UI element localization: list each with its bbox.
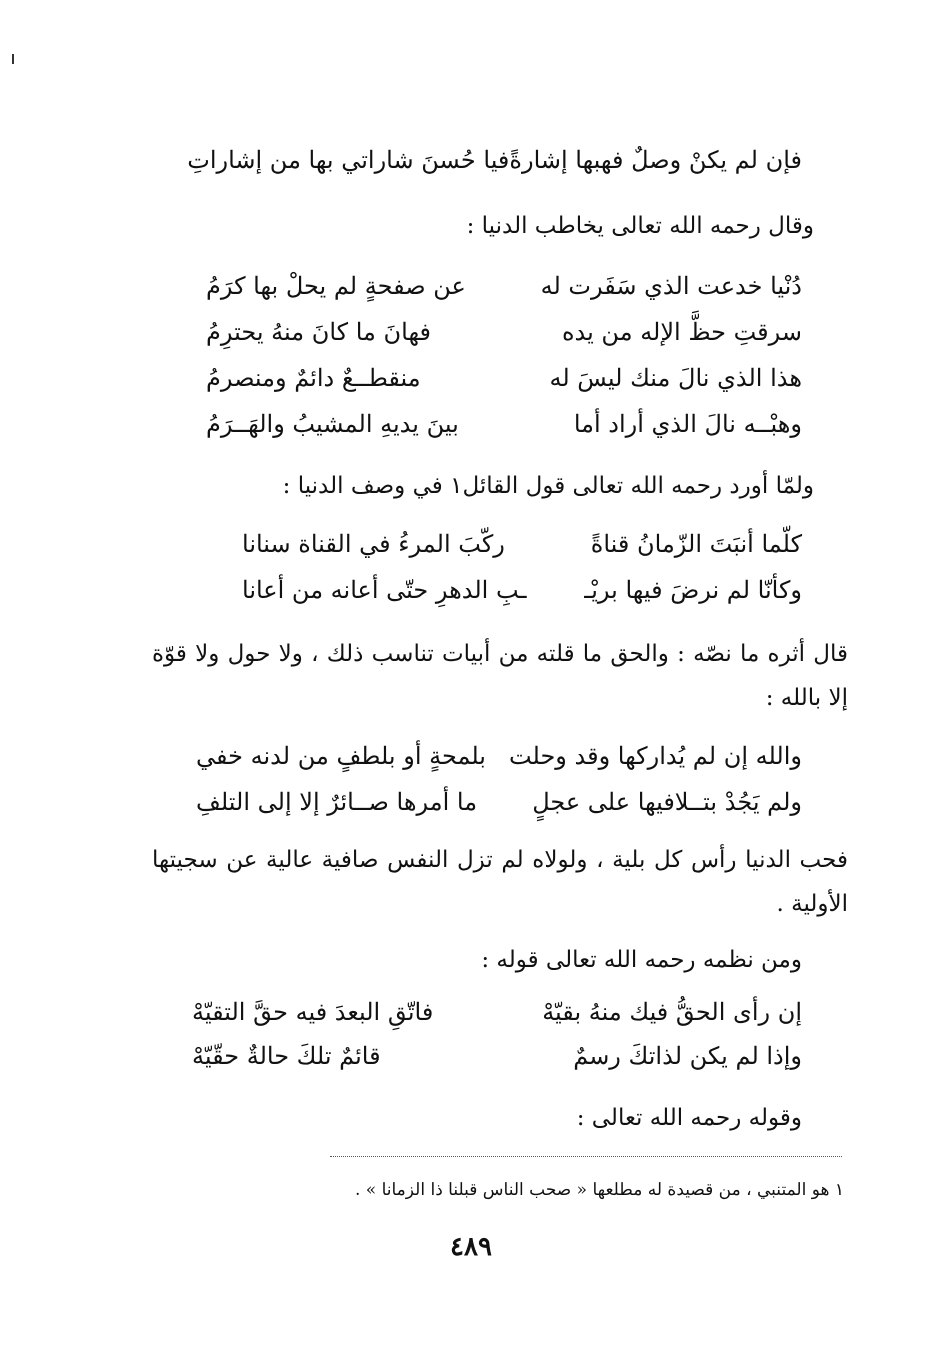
verse-first-half: وكأنّا لم نرضَ فيها بريْـ — [584, 576, 802, 604]
prose-paragraph: ولمّا أورد رحمه الله تعالى قول القائل١ في وصف الدنيا : — [282, 473, 814, 499]
verse-line — [206, 310, 802, 354]
verse-first-half: دُنْيا خدعت الذي سَفَرت له — [540, 272, 802, 300]
verse-second-half: قائمٌ تلكَ حالةٌ حقّيّهْ — [192, 1042, 381, 1070]
verse-line — [206, 402, 802, 446]
verse-first-half: هذا الذي نالَ منك ليسَ له — [549, 364, 802, 392]
verse-second-half: فيا حُسنَ شاراتي بها من إشاراتِ — [187, 146, 510, 174]
verse-second-half: عن صفحةٍ لم يحلْ بها كرَمُ — [206, 272, 466, 300]
verse-line — [196, 734, 802, 778]
prose-paragraph: فحب الدنيا رأس كل بلية ، ولولاه لم تزل النفس صافية عالية عن سجيتها الأولية . — [152, 847, 848, 917]
verse-first-half: إن رأى الحقُّ فيك منهُ بقيّهْ — [542, 998, 802, 1026]
verse-second-half: ركّبَ المرءُ في القناة سنانا — [242, 530, 505, 558]
verse-second-half: منقطــعٌ دائمٌ ومنصرمُ — [206, 364, 421, 392]
margin-mark — [12, 54, 14, 64]
footnote-divider — [330, 1156, 842, 1157]
verse-first-half: وإذا لم يكن لذاتكَ رسمٌ — [573, 1042, 802, 1070]
verse-first-half: فإن لم يكنْ وصلٌ فهبها إشارةً — [509, 146, 802, 174]
verse-first-half: والله إن لم يُداركها وقد وحلت — [508, 742, 802, 770]
verse-second-half: ـبِ الدهرِ حتّى أعانه من أعانا — [242, 576, 527, 604]
verse-line — [206, 356, 802, 400]
verse-second-half: بلمحةٍ أو بلطفٍ من لدنه خفي — [196, 742, 486, 770]
prose-paragraph: قال أثره ما نصّه : والحق ما قلته من أبيات تناسب ذلك ، ولا حول ولا قوّة إلا بالله : — [152, 641, 848, 711]
verse-line — [192, 1034, 802, 1078]
verse-first-half: ولم يَجُدْ بتــلافيها على عجلٍ — [532, 788, 802, 816]
verse-first-half: سرقتِ حظَّ الإله من يده — [561, 318, 802, 346]
page-number: ٤٨٩ — [450, 1232, 492, 1262]
verse-line — [242, 522, 802, 566]
verse-line — [187, 138, 802, 182]
verse-line — [196, 780, 802, 824]
verse-first-half: كلّما أنبَتَ الزّمانُ قناةً — [590, 530, 802, 558]
prose-paragraph: ومن نظمه رحمه الله تعالى قوله : — [481, 947, 802, 973]
prose-paragraph: وقال رحمه الله تعالى يخاطب الدنيا : — [466, 213, 814, 239]
prose-paragraph: وقوله رحمه الله تعالى : — [576, 1105, 802, 1131]
verse-line — [192, 990, 802, 1034]
verse-second-half: بينَ يديهِ المشيبُ والهَــرَمُ — [206, 410, 459, 438]
verse-second-half: ما أمرها صــائرٌ إلا إلى التلفِ — [196, 788, 478, 816]
verse-second-half: فهانَ ما كانَ منهُ يحترِمُ — [206, 318, 431, 346]
verse-line — [206, 264, 802, 308]
verse-first-half: وهبْــه نالَ الذي أراد أما — [573, 410, 802, 438]
footnote: ١ هو المتنبي ، من قصيدة له مطلعها « صحب الناس قبلنا ذا الزمانا » . — [354, 1180, 844, 1200]
verse-second-half: فاتّقِ البعدَ فيه حقَّ التقيّهْ — [192, 998, 434, 1026]
verse-line — [242, 568, 802, 612]
